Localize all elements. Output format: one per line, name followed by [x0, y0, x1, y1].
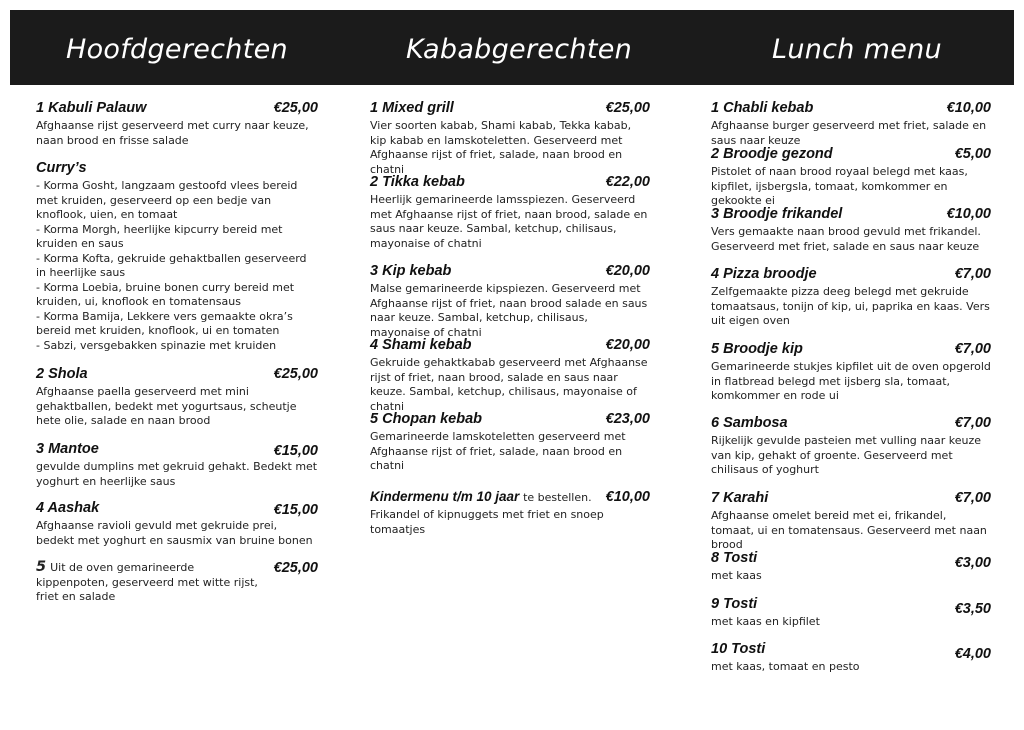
menu-item [36, 560, 318, 605]
item-price: €23,00 [605, 411, 650, 427]
item-price: €7,00 [954, 490, 991, 506]
item-description: met kaas [711, 569, 762, 582]
header-lunch-menu: Lunch menu [772, 34, 942, 65]
item-name: 1 Mixed grill [370, 100, 454, 116]
item-number: 5 [36, 559, 47, 575]
item-description: Afghaanse rijst geserveerd met curry naar keuze, naan brood en frisse salade [36, 119, 309, 147]
item-name: 6 Sambosa [711, 415, 788, 431]
menu-item [711, 206, 991, 254]
menu-item [370, 100, 650, 177]
item-name: 5 Chopan kebab [370, 411, 482, 427]
item-name: 2 Broodje gezond [711, 146, 833, 162]
item-price: €20,00 [605, 337, 650, 353]
curry-line: - Korma Kofta, gekruide gehaktballen geserveerd in heerlijke saus [36, 251, 307, 279]
item-name: 2 Shola [36, 366, 88, 382]
menu-item [370, 337, 650, 414]
item-description: Heerlijk gemarineerde lamsspiezen. Geserveerd met Afghaanse rijst of friet, naan brood, salade en saus naar keuze. Sambal, ketchup, chilisaus, mayonaise of chatni [370, 193, 648, 250]
item-price: €4,00 [954, 646, 991, 662]
menu-item [711, 596, 991, 630]
item-price: €25,00 [273, 560, 318, 576]
curry-line: - Korma Gosht, langzaam gestoofd vlees bereid met kruiden, geserveerd op een bedje van knoflook, uien, en tomaat [36, 179, 298, 221]
item-name: Kindermenu t/m 10 jaar [370, 489, 520, 504]
item-price: €25,00 [605, 100, 650, 116]
menu-item [370, 411, 650, 474]
item-description: Vers gemaakte naan brood gevuld met frikandel. Geserveerd met friet, salade en saus naar keuze [711, 225, 981, 253]
item-price: €5,00 [954, 146, 991, 162]
menu-item [711, 100, 991, 148]
item-description: Afghaanse burger geserveerd met friet, salade en saus naar keuze [711, 119, 987, 147]
item-name: 3 Mantoe [36, 441, 99, 457]
item-price: €3,50 [954, 601, 991, 617]
item-description: Vier soorten kabab, Shami kabab, Tekka kabab, kip kabab en lamskoteletten. Geserveerd met Afghaanse rijst of friet, salade, naan brood en chatni [370, 119, 632, 176]
menu-item [370, 263, 650, 340]
curry-line: - Sabzi, versgebakken spinazie met kruiden [36, 338, 277, 352]
item-price: €22,00 [605, 174, 650, 190]
item-price: €10,00 [946, 100, 991, 116]
item-name: 4 Pizza broodje [711, 266, 817, 282]
item-name: 7 Karahi [711, 490, 769, 506]
curry-line: - Korma Bamija, Lekkere vers gemaakte okra’s bereid met kruiden, knoflook, ui en tomaten [36, 309, 293, 337]
kindermenu-item [370, 489, 650, 537]
menu-item [711, 415, 991, 478]
item-price: €7,00 [954, 341, 991, 357]
item-description: Malse gemarineerde kipspiezen. Geserveerd met Afghaanse rijst of friet, naan brood salade en saus naar keuze. Sambal, ketchup, chilisaus, mayonaise of chatni [370, 282, 648, 339]
item-price: €15,00 [273, 502, 318, 518]
menu-item [36, 500, 318, 548]
item-name: 2 Tikka kebab [370, 174, 465, 190]
menu-item [36, 100, 318, 148]
item-price: €7,00 [954, 415, 991, 431]
item-description: Gekruide gehaktkabab geserveerd met Afghaanse rijst of friet, naan brood, salade en saus naar keuze. Sambal, ketchup, chilisaus, mayonaise of chatni [370, 356, 648, 413]
curry-line: - Korma Morgh, heerlijke kipcurry bereid met kruiden en saus [36, 222, 283, 250]
curry-line: - Korma Loebia, bruine bonen curry bereid met kruiden, ui, knoflook en tomatensaus [36, 280, 295, 308]
item-name: 3 Broodje frikandel [711, 206, 843, 222]
item-description: Afghaanse ravioli gevuld met gekruide prei, bedekt met yoghurt en sausmix van bruine bonen [36, 519, 313, 547]
item-price: €25,00 [273, 100, 318, 116]
menu-item [711, 641, 991, 675]
item-description: Afghaanse paella geserveerd met mini gehaktballen, bedekt met yogurtsaus, scheutje hete olie, salade en naan brood [36, 385, 297, 427]
item-description: Gemarineerde lamskoteletten geserveerd met Afghaanse rijst of friet, salade, naan brood en chatni [370, 430, 626, 472]
menu-item [711, 146, 991, 209]
item-price: €25,00 [273, 366, 318, 382]
menu-item [370, 174, 650, 251]
item-name: 8 Tosti [711, 550, 758, 566]
curry-section [36, 160, 318, 353]
item-description: gevulde dumplins met gekruid gehakt. Bedekt met yoghurt en heerlijke saus [36, 460, 318, 488]
item-name: 9 Tosti [711, 596, 758, 612]
item-price: €15,00 [273, 443, 318, 459]
item-price: €3,00 [954, 555, 991, 571]
item-description: Afghaanse omelet bereid met ei, frikandel, tomaat, ui en tomatensaus. Geserveerd met naan brood [711, 509, 987, 551]
item-description: Frikandel of kipnuggets met friet en snoep tomaatjes [370, 508, 604, 536]
header-kababgerechten: Kababgerechten [406, 34, 633, 65]
item-note: te bestellen. [523, 491, 592, 504]
item-name: 4 Shami kebab [370, 337, 472, 353]
item-description: Gemarineerde stukjes kipfilet uit de oven opgerold in flatbread belegd met ijsberg sla, tomaat, komkommer en rode ui [711, 360, 991, 402]
curry-title: Curry’s [36, 160, 87, 176]
menu-item [36, 441, 318, 489]
item-price: €20,00 [605, 263, 650, 279]
item-price: €10,00 [946, 206, 991, 222]
header-hoofdgerechten: Hoofdgerechten [66, 34, 288, 65]
item-description: Rijkelijk gevulde pasteien met vulling naar keuze van kip, gehakt of groente. Geserveerd met chilisaus of yoghurt [711, 434, 982, 476]
menu-item [711, 490, 991, 553]
item-name: 1 Chabli kebab [711, 100, 814, 116]
item-description: met kaas en kipfilet [711, 615, 820, 628]
item-name: 5 Broodje kip [711, 341, 803, 357]
menu-item [711, 550, 991, 584]
item-price: €10,00 [605, 489, 650, 505]
menu-item [36, 366, 318, 429]
item-name: 4 Aashak [36, 500, 100, 516]
item-name: 3 Kip kebab [370, 263, 452, 279]
item-name: 10 Tosti [711, 641, 766, 657]
item-name: 1 Kabuli Palauw [36, 100, 147, 116]
item-description: Zelfgemaakte pizza deeg belegd met gekruide tomaatsaus, tonijn of kip, ui, paprika en kaas. Vers uit eigen oven [711, 285, 990, 327]
item-description: Uit de oven gemarineerde kippenpoten, geserveerd met witte rijst, friet en salade [36, 561, 258, 603]
item-price: €7,00 [954, 266, 991, 282]
item-description: Pistolet of naan brood royaal belegd met kaas, kipfilet, ijsbergsla, tomaat, komkommer en gekookte ei [711, 165, 968, 207]
menu-item [711, 266, 991, 329]
item-description: met kaas, tomaat en pesto [711, 660, 860, 673]
menu-item [711, 341, 991, 404]
